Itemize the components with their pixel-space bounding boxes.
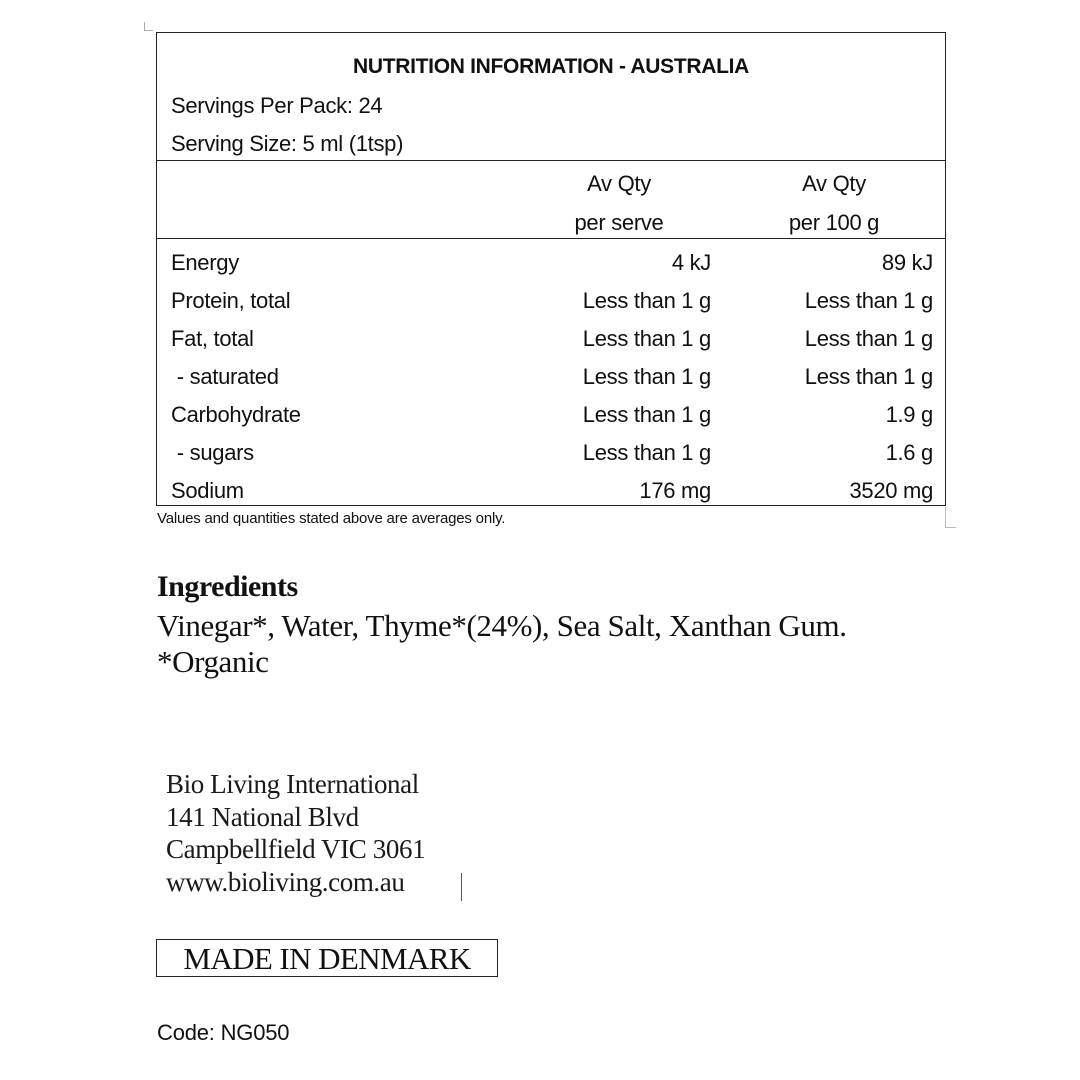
row-label: Fat, total	[171, 326, 254, 351]
row-per-serve: 4 kJ	[671, 250, 711, 275]
row-label: Protein, total	[171, 288, 291, 313]
website: www.bioliving.com.au	[166, 866, 405, 897]
col-head-per-serve-line1: Av Qty	[587, 171, 651, 196]
serving-size: Serving Size: 5 ml (1tsp)	[171, 131, 404, 156]
row-label: Carbohydrate	[171, 402, 301, 427]
header-divider	[157, 160, 945, 161]
row-per-serve: Less than 1 g	[582, 440, 711, 465]
col-head-per-100-line1: Av Qty	[802, 171, 866, 196]
ingredients-heading: Ingredients	[157, 570, 298, 603]
row-label: Sodium	[171, 478, 244, 503]
street-address: 141 National Blvd	[166, 801, 359, 832]
table-row-protein	[157, 288, 945, 326]
row-per-serve: Less than 1 g	[582, 288, 711, 313]
city-address: Campbellfield VIC 3061	[166, 834, 426, 864]
table-row-energy	[157, 250, 945, 288]
corner-marker-top-left	[144, 22, 153, 31]
table-row-fat	[157, 326, 945, 364]
country-of-origin: MADE IN DENMARK	[156, 939, 498, 977]
column-head-divider	[157, 238, 945, 239]
row-label: - sugars	[171, 440, 254, 465]
ingredients-organic-note: *Organic	[157, 644, 269, 679]
company-address	[166, 768, 425, 898]
table-row-saturated	[157, 364, 945, 402]
row-label: - saturated	[171, 364, 279, 389]
row-per-100: 89 kJ	[881, 250, 933, 275]
nutrition-information-panel	[156, 32, 946, 506]
ingredients-list: Vinegar*, Water, Thyme*(24%), Sea Salt, Xanthan Gum.	[157, 608, 847, 643]
row-per-100: 1.9 g	[885, 402, 933, 427]
row-per-serve: Less than 1 g	[582, 326, 711, 351]
row-per-100: 3520 mg	[849, 478, 933, 503]
company-name: Bio Living International	[166, 769, 419, 799]
col-head-per-100-line2: per 100 g	[788, 210, 880, 235]
row-per-100: Less than 1 g	[804, 326, 933, 351]
product-code: Code: NG050	[157, 1020, 290, 1045]
corner-marker-bottom-right	[945, 507, 956, 528]
servings-per-pack: Servings Per Pack: 24	[171, 93, 383, 118]
panel-title: NUTRITION INFORMATION - AUSTRALIA	[352, 55, 750, 78]
row-per-100: Less than 1 g	[804, 364, 933, 389]
nutrition-footnote: Values and quantities stated above are averages only.	[157, 510, 506, 527]
row-per-serve: 176 mg	[639, 478, 711, 503]
row-per-100: Less than 1 g	[804, 288, 933, 313]
row-label: Energy	[171, 250, 239, 275]
ingredients-block	[157, 608, 847, 680]
col-head-per-serve-line2: per serve	[574, 210, 664, 235]
table-row-sugars	[157, 440, 945, 478]
row-per-serve: Less than 1 g	[582, 364, 711, 389]
table-row-carbohydrate	[157, 402, 945, 440]
text-cursor	[461, 873, 462, 901]
row-per-100: 1.6 g	[885, 440, 933, 465]
row-per-serve: Less than 1 g	[582, 402, 711, 427]
